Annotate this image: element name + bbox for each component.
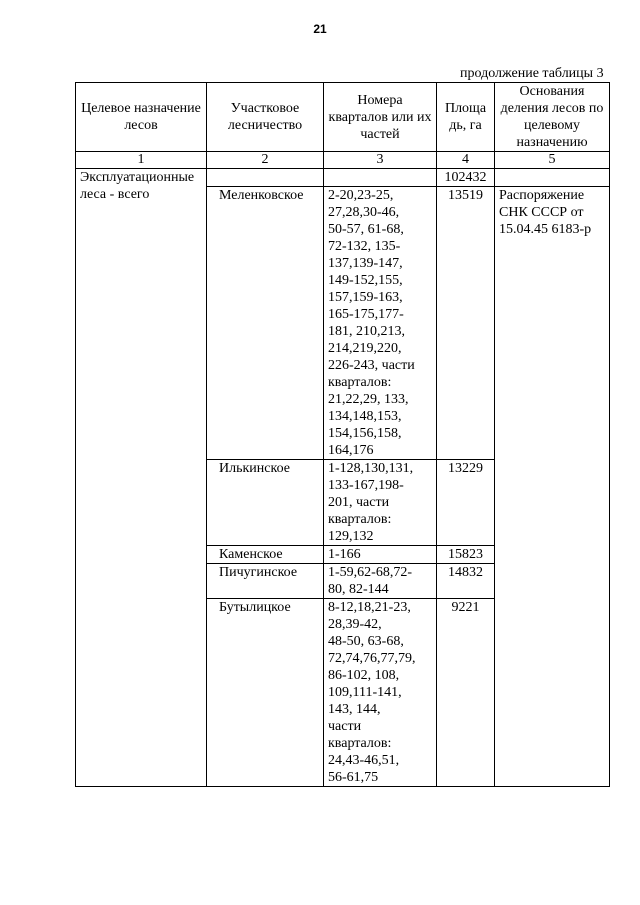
total-area-cell: 102432 (437, 169, 495, 187)
district-cell: Бутылицкое (207, 599, 324, 787)
quarters-line: 1-128,130,131, (328, 461, 414, 476)
quarters-line: 143, 144, (328, 702, 381, 717)
basis-line: СНК СССР от (499, 205, 584, 220)
total-row (76, 169, 610, 187)
column-header-quarters: Номера кварталов или их частей (324, 83, 437, 152)
basis-cell (495, 187, 610, 787)
district-cell: Меленковское (207, 187, 324, 460)
column-header-basis: Основания деления лесов по целевому назначению (495, 83, 610, 152)
quarters-line: 164,176 (328, 443, 374, 458)
area-cell: 15823 (437, 546, 495, 564)
district-cell: Илькинское (207, 460, 324, 546)
column-number: 3 (324, 152, 437, 169)
column-header-district: Участковое лесничество (207, 83, 324, 152)
district-cell: Пичугинское (207, 564, 324, 599)
forest-purpose-table (75, 82, 610, 787)
column-header-area: Площа дь, га (437, 83, 495, 152)
area-cell: 13519 (437, 187, 495, 460)
quarters-line: 86-102, 108, (328, 668, 400, 683)
area-cell: 13229 (437, 460, 495, 546)
quarters-line: 133-167,198- (328, 478, 404, 493)
quarters-line: 109,111-141, (328, 685, 402, 700)
quarters-line: 157,159-163, (328, 290, 403, 305)
quarters-line: 50-57, 61-68, (328, 222, 404, 237)
quarters-line: 56-61,75 (328, 770, 379, 785)
quarters-line: 28,39-42, (328, 617, 382, 632)
quarters-cell (324, 546, 437, 564)
quarters-line: 201, части (328, 495, 390, 510)
quarters-cell (324, 564, 437, 599)
table-header-row (76, 83, 610, 152)
quarters-cell (324, 460, 437, 546)
empty-cell (207, 169, 324, 187)
column-number: 2 (207, 152, 324, 169)
quarters-line: 8-12,18,21-23, (328, 600, 411, 615)
column-header-purpose: Целевое назначение лесов (76, 83, 207, 152)
column-number: 4 (437, 152, 495, 169)
quarters-line: 21,22,29, 133, (328, 392, 409, 407)
quarters-line: 154,156,158, (328, 426, 402, 441)
quarters-line: 134,148,153, (328, 409, 402, 424)
area-cell: 9221 (437, 599, 495, 787)
quarters-cell (324, 599, 437, 787)
column-numbers-row (76, 152, 610, 169)
quarters-line: 72-132, 135- (328, 239, 401, 254)
quarters-line: 80, 82-144 (328, 582, 389, 597)
quarters-cell (324, 187, 437, 460)
purpose-cell (76, 169, 207, 787)
quarters-line: кварталов: (328, 512, 392, 527)
area-cell: 14832 (437, 564, 495, 599)
column-number: 5 (495, 152, 610, 169)
quarters-line: кварталов: (328, 736, 392, 751)
basis-line: 15.04.45 6183-р (499, 222, 592, 237)
purpose-line: леса - всего (80, 187, 150, 202)
quarters-line: части (328, 719, 362, 734)
purpose-line: Эксплуатационные (80, 170, 195, 185)
table-continuation-caption: продолжение таблицы 3 (460, 66, 604, 81)
district-cell: Каменское (207, 546, 324, 564)
quarters-line: 2-20,23-25, (328, 188, 394, 203)
quarters-line: 226-243, части (328, 358, 415, 373)
quarters-line: 149-152,155, (328, 273, 403, 288)
basis-line: Распоряжение (499, 188, 585, 203)
quarters-line: 181, 210,213, (328, 324, 405, 339)
column-number: 1 (76, 152, 207, 169)
quarters-line: кварталов: (328, 375, 392, 390)
quarters-line: 1-166 (328, 547, 361, 562)
quarters-line: 48-50, 63-68, (328, 634, 404, 649)
quarters-line: 24,43-46,51, (328, 753, 400, 768)
quarters-line: 27,28,30-46, (328, 205, 400, 220)
quarters-line: 214,219,220, (328, 341, 402, 356)
quarters-line: 72,74,76,77,79, (328, 651, 416, 666)
quarters-line: 129,132 (328, 529, 374, 544)
quarters-line: 137,139-147, (328, 256, 403, 271)
quarters-line: 165-175,177- (328, 307, 404, 322)
empty-cell (324, 169, 437, 187)
empty-cell (495, 169, 610, 187)
quarters-line: 1-59,62-68,72- (328, 565, 412, 580)
page-number: 21 (313, 22, 327, 36)
